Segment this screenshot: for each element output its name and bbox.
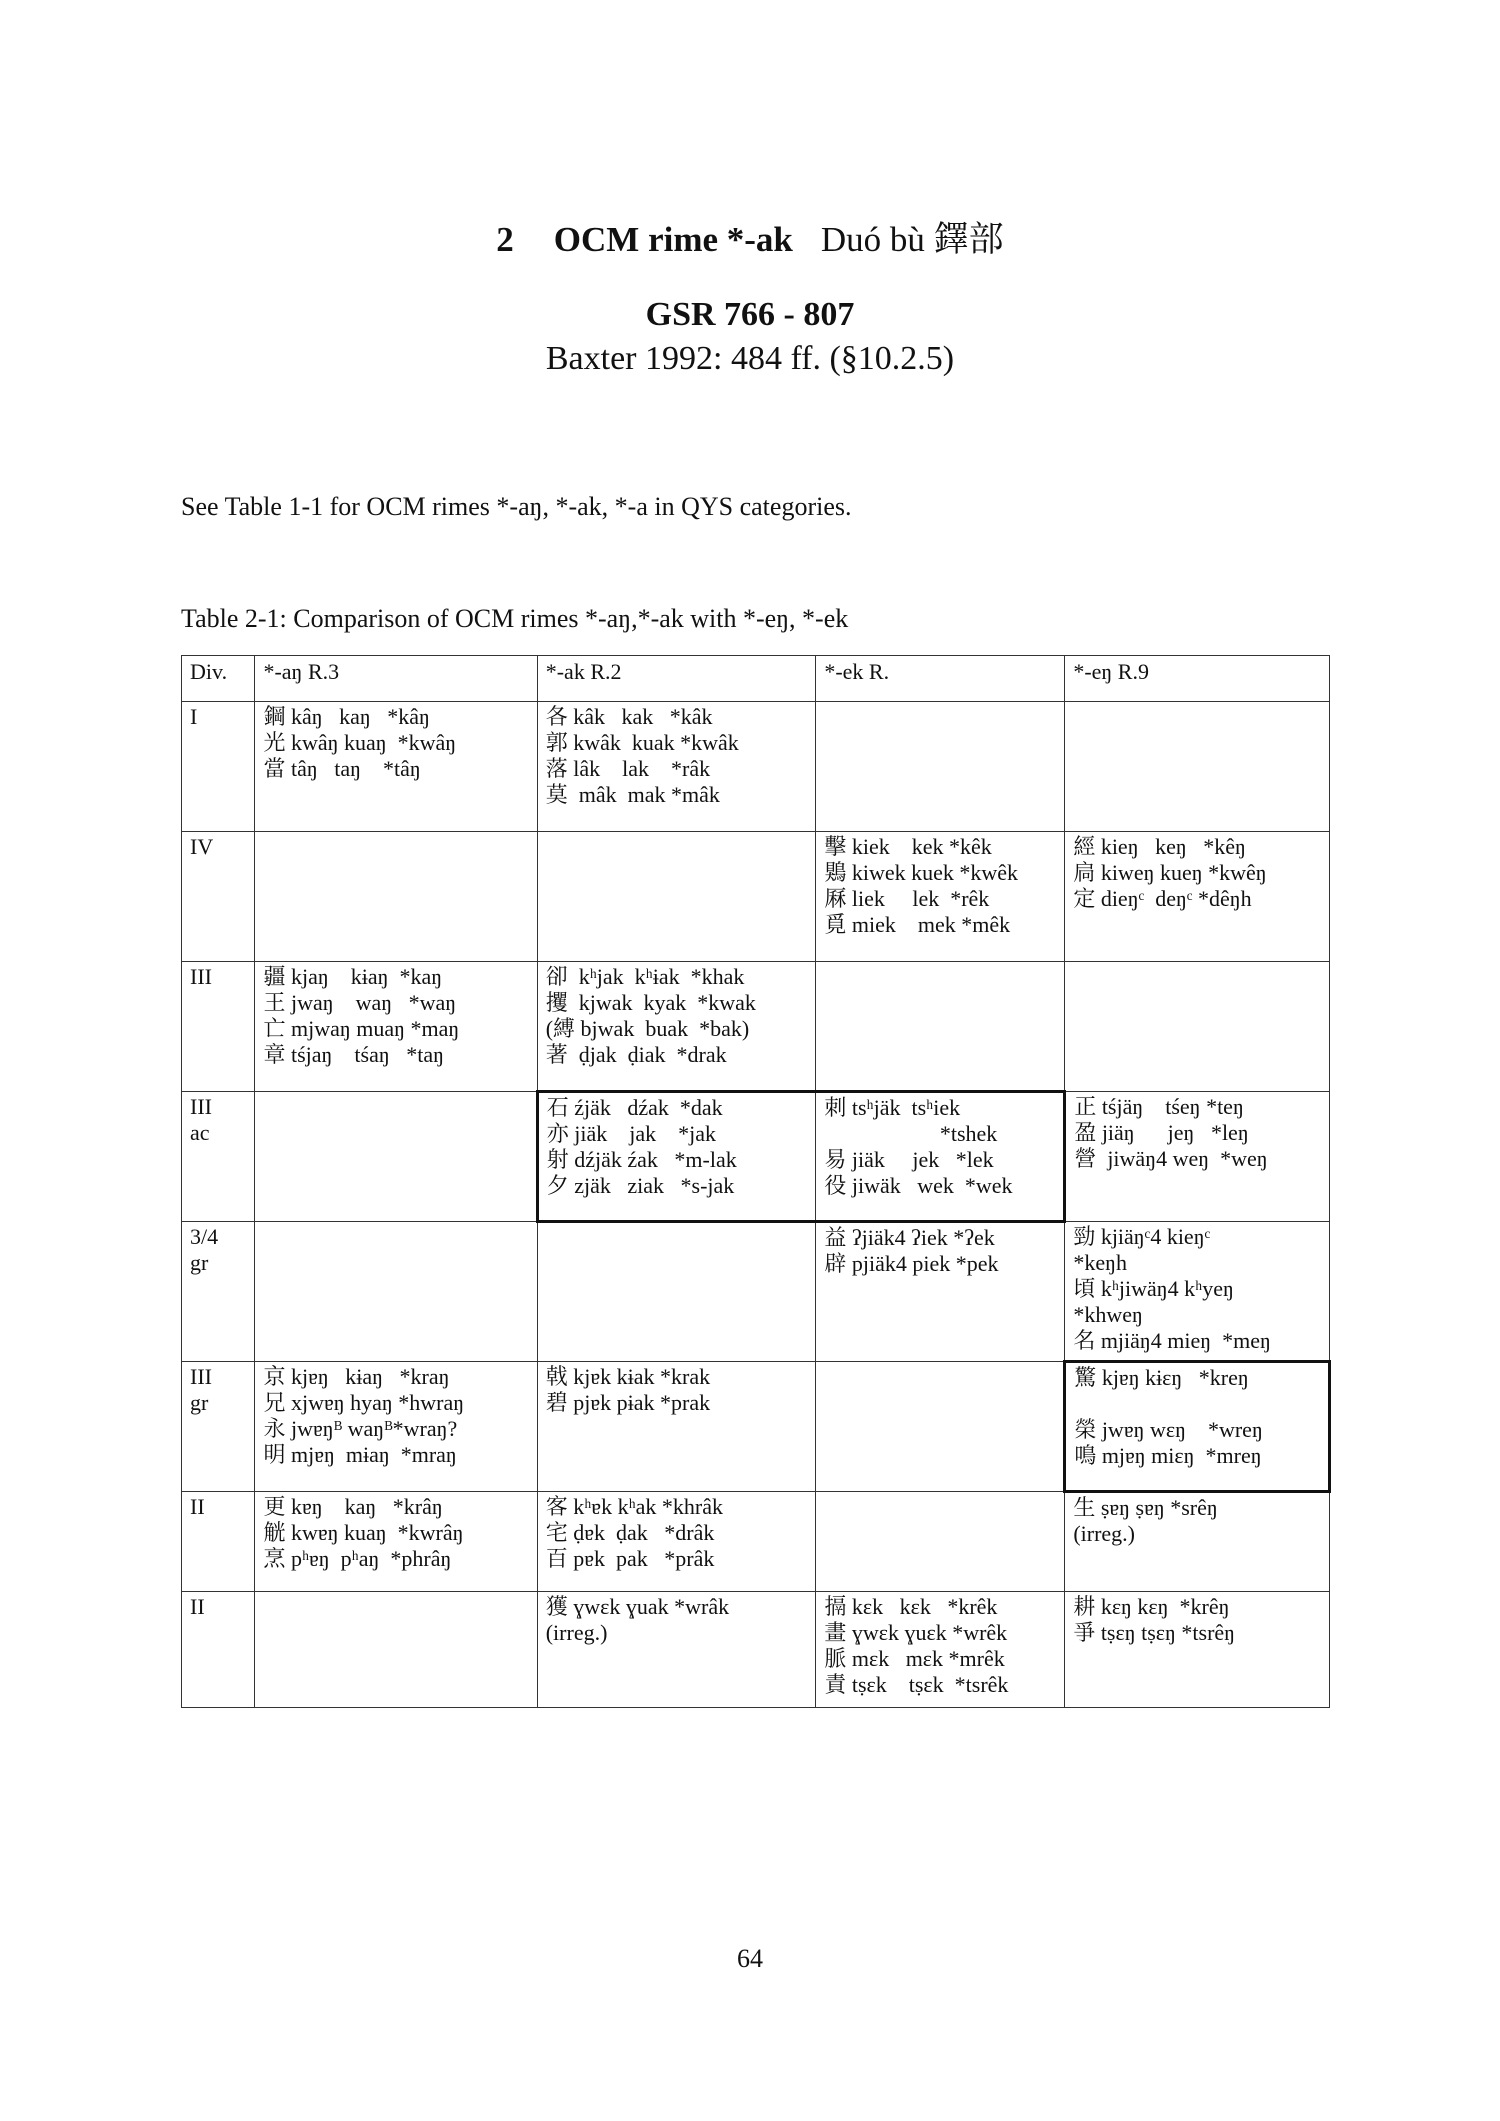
cell-line: 觥 kwɐŋ kuaŋ *kwrâŋ — [263, 1520, 464, 1545]
cell-line: 頃 kʰjiwäŋ4 kʰyeŋ — [1073, 1276, 1234, 1301]
cell-line: III — [190, 1094, 212, 1119]
table-cell-c4 — [1065, 962, 1330, 1092]
cell-line: *khweŋ — [1073, 1302, 1143, 1327]
table-row — [182, 1222, 1330, 1362]
table-row — [182, 1492, 1330, 1592]
table-cell-c1 — [255, 1362, 537, 1492]
table-cell-c1 — [255, 1492, 537, 1592]
cell-line: 明 mjɐŋ mɨaŋ *mraŋ — [263, 1442, 457, 1467]
cell-line: 辟 pjiäk4 piek *pek — [824, 1251, 999, 1276]
table-row — [182, 832, 1330, 962]
table-cell-c4 — [1065, 832, 1330, 962]
table-cell-div — [182, 1092, 255, 1222]
cell-line: 耕 kɛŋ kɛŋ *krêŋ — [1073, 1594, 1230, 1619]
cell-line: IV — [190, 834, 214, 859]
cell-line: 戟 kjɐk kɨak *krak — [545, 1364, 711, 1389]
cell-line: 射 dźjäk źak *m-lak — [546, 1147, 737, 1172]
cell-line: ac — [190, 1120, 210, 1145]
cell-line: 亡 mjwaŋ muaŋ *maŋ — [263, 1016, 460, 1041]
table-cell-c1 — [255, 832, 537, 962]
cell-line: gr — [190, 1390, 209, 1415]
table-cell-c1 — [255, 1592, 537, 1708]
cell-line: 兄 xjwɐŋ hyaŋ *hwraŋ — [263, 1390, 465, 1415]
table-cell-c4 — [1065, 702, 1330, 832]
cell-line: I — [190, 704, 198, 729]
chapter-title — [0, 212, 1500, 262]
cell-line: 獲 ɣwɛk ɣuak *wrâk — [545, 1594, 730, 1619]
header-ek: *-ek R. — [816, 656, 1065, 702]
header-div: Div. — [182, 656, 255, 702]
table-cell-c1 — [255, 1092, 537, 1222]
cell-line: 3/4 — [190, 1224, 219, 1249]
table-cell-c3 — [816, 702, 1065, 832]
cell-line: III — [190, 1364, 212, 1389]
table-cell-c3 — [816, 1592, 1065, 1708]
table-row — [182, 1362, 1330, 1492]
cell-line: 擊 kiek kek *kêk — [824, 834, 992, 859]
cell-line: 刺 tsʰjäk tsʰiek — [824, 1095, 961, 1120]
table-row — [182, 1592, 1330, 1708]
table-cell-c3 — [816, 1222, 1065, 1362]
cell-line: (irreg.) — [1073, 1521, 1135, 1546]
cell-line: 鳴 mjɐŋ miɛŋ *mreŋ — [1074, 1443, 1262, 1468]
cell-line: 各 kâk kak *kâk — [545, 704, 713, 729]
table-caption: Table 2-1: Comparison of OCM rimes *-aŋ,*-ak with *-eŋ, *-ek — [181, 604, 849, 633]
chapter-title-bold: OCM rime *-ak — [553, 220, 793, 259]
cell-line: 名 mjiäŋ4 mieŋ *meŋ — [1073, 1328, 1271, 1353]
table-cell-c3 — [816, 1492, 1065, 1592]
table-cell-c2 — [537, 1222, 816, 1362]
cell-line: 石 źjäk dźak *dak — [546, 1095, 723, 1120]
table-cell-c4 — [1065, 1092, 1330, 1222]
cell-line: 爭 tṣɛŋ tṣɛŋ *tsrêŋ — [1073, 1620, 1236, 1645]
table-cell-c2 — [537, 1492, 816, 1592]
cell-line: 榮 jwɐŋ wɛŋ *wreŋ — [1074, 1417, 1263, 1442]
table-row — [182, 702, 1330, 832]
header-ak: *-ak R.2 — [537, 656, 816, 702]
table-cell-c3 — [816, 832, 1065, 962]
cell-line: 厤 liek lek *rêk — [824, 886, 990, 911]
cell-line: 烹 pʰɐŋ pʰaŋ *phrâŋ — [263, 1546, 452, 1571]
cell-line: 責 tṣɛk tṣɛk *tsrêk — [824, 1672, 1009, 1697]
cell-line: 攫 kjwak kyak *kwak — [545, 990, 756, 1015]
table-cell-div — [182, 702, 255, 832]
header-eng: *-eŋ R.9 — [1065, 656, 1330, 702]
cell-line: *tshek — [824, 1121, 998, 1146]
table-cell-c2 — [537, 962, 816, 1092]
cell-line: II — [190, 1494, 205, 1519]
cell-line: 鋼 kâŋ kaŋ *kâŋ — [263, 704, 430, 729]
cell-line: 經 kieŋ keŋ *kêŋ — [1073, 834, 1246, 859]
table-cell-c2 — [537, 702, 816, 832]
gsr-reference: GSR 766 - 807 — [645, 296, 855, 333]
cell-line — [1074, 1391, 1320, 1417]
table-cell-div — [182, 1222, 255, 1362]
chapter-title-pinyin: Duó bù 鐸部 — [820, 220, 1004, 259]
header-ang: *-aŋ R.3 — [255, 656, 537, 702]
table-row — [182, 962, 1330, 1092]
table-cell-c4 — [1065, 1492, 1330, 1592]
table-cell-div — [182, 1592, 255, 1708]
table-cell-c3 — [816, 1362, 1065, 1492]
cell-line: 永 jwɐŋᴮ waŋᴮ*wraŋ? — [263, 1416, 458, 1441]
cell-line: 搹 kɛk kɛk *krêk — [824, 1594, 998, 1619]
baxter-reference: Baxter 1992: 484 ff. (§10.2.5) — [545, 340, 955, 377]
cell-line: 卻 kʰjak kʰɨak *khak — [545, 964, 745, 989]
table-header-row — [182, 656, 1330, 702]
table-cell-c2 — [537, 1362, 816, 1492]
table-cell-c1 — [255, 1222, 537, 1362]
table-cell-div — [182, 962, 255, 1092]
cell-line: 驚 kjɐŋ kɨɛŋ *kreŋ — [1074, 1365, 1249, 1390]
table-cell-c1 — [255, 702, 537, 832]
cell-line: 夕 zjäk ziak *s-jak — [546, 1173, 735, 1198]
cell-line: 著 ḍjak ḍiak *drak — [545, 1042, 727, 1067]
cell-line: 易 jiäk jek *lek — [824, 1147, 994, 1172]
table-cell-div — [182, 832, 255, 962]
cell-line: gr — [190, 1250, 209, 1275]
table-cell-c3 — [816, 1092, 1065, 1222]
cell-line: 正 tśjäŋ tśeŋ *teŋ — [1074, 1094, 1244, 1119]
cell-line: 鶪 kiwek kuek *kwêk — [824, 860, 1019, 885]
table-cell-div — [182, 1492, 255, 1592]
see-note: See Table 1-1 for OCM rimes *-aŋ, *-ak, *-a in QYS categories. — [181, 492, 852, 521]
cell-line: 王 jwaŋ waŋ *waŋ — [263, 990, 457, 1015]
cell-line: *keŋh — [1073, 1250, 1127, 1275]
cell-line: 當 tâŋ taŋ *tâŋ — [263, 756, 421, 781]
cell-line: (irreg.) — [545, 1620, 608, 1645]
table-cell-div — [182, 1362, 255, 1492]
table-cell-c4 — [1065, 1362, 1330, 1492]
cell-line: 百 pɐk pak *prâk — [545, 1546, 715, 1571]
table-row — [182, 1092, 1330, 1222]
cell-line: 勁 kjiäŋᶜ4 kieŋᶜ — [1073, 1224, 1211, 1249]
cell-line: 郭 kwâk kuak *kwâk — [545, 730, 739, 755]
table-cell-c3 — [816, 962, 1065, 1092]
cell-line: 光 kwâŋ kuaŋ *kwâŋ — [263, 730, 457, 755]
table-cell-c2 — [537, 1592, 816, 1708]
table-cell-c4 — [1065, 1592, 1330, 1708]
cell-line: II — [190, 1594, 205, 1619]
cell-line: 定 dieŋᶜ deŋᶜ *dêŋh — [1073, 886, 1252, 911]
cell-line: 碧 pjɐk pɨak *prak — [545, 1390, 711, 1415]
cell-line: 更 kɐŋ kaŋ *krâŋ — [263, 1494, 443, 1519]
cell-line: 役 jiwäk wek *wek — [824, 1173, 1013, 1198]
cell-line: (縛 bjwak buak *bak) — [545, 1016, 750, 1041]
cell-line: 莫 mâk mak *mâk — [545, 782, 720, 807]
cell-line: III — [190, 964, 212, 989]
page-number: 64 — [737, 1944, 763, 1973]
table-cell-c4 — [1065, 1222, 1330, 1362]
comparison-table — [181, 655, 1331, 1708]
cell-line: 京 kjɐŋ kɨaŋ *kraŋ — [263, 1364, 450, 1389]
cell-line: 覓 miek mek *mêk — [824, 912, 1011, 937]
cell-line: 畫 ɣwɛk ɣuɛk *wrêk — [824, 1620, 1008, 1645]
chapter-number: 2 — [496, 220, 514, 259]
cell-line: 扃 kiweŋ kueŋ *kwêŋ — [1073, 860, 1267, 885]
cell-line: 客 kʰɐk kʰak *khrâk — [545, 1494, 723, 1519]
cell-line: 亦 jiäk jak *jak — [546, 1121, 716, 1146]
cell-line: 落 lâk lak *râk — [545, 756, 711, 781]
cell-line: 盈 jiäŋ jeŋ *leŋ — [1074, 1120, 1249, 1145]
cell-line: 宅 ḍɐk ḍak *drâk — [545, 1520, 715, 1545]
table-cell-c1 — [255, 962, 537, 1092]
cell-line: 章 tśjaŋ tśaŋ *taŋ — [263, 1042, 444, 1067]
cell-line: 疆 kjaŋ kɨaŋ *kaŋ — [263, 964, 443, 989]
table-cell-c2 — [537, 1092, 816, 1222]
cell-line: 營 jiwäŋ4 weŋ *weŋ — [1074, 1146, 1268, 1171]
cell-line: 脈 mɛk mɛk *mrêk — [824, 1646, 1005, 1671]
table-cell-c2 — [537, 832, 816, 962]
cell-line: 益 ʔjiäk4 ʔiek *ʔek — [824, 1225, 995, 1250]
cell-line: 生 ṣɐŋ ṣɐŋ *srêŋ — [1073, 1495, 1218, 1520]
